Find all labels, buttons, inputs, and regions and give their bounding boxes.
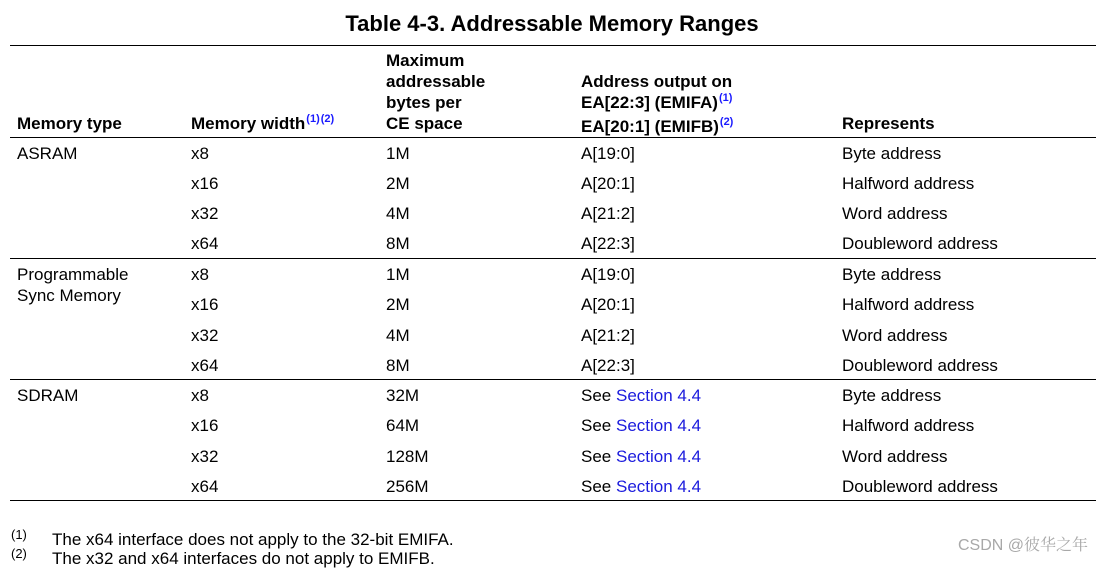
table-cell-width: x32 — [191, 204, 219, 223]
table-cell-width: x8 — [191, 386, 209, 405]
header-bottom-rule — [10, 137, 1096, 138]
header-address-output-line — [581, 92, 733, 116]
csdn-watermark: CSDN @彼华之年 — [957, 537, 1088, 554]
table-cell-width: x8 — [191, 265, 209, 284]
table-cell-address: A[22:3] — [581, 234, 635, 253]
table-cell-address: A[19:0] — [581, 265, 635, 284]
memory-type-cell: SDRAM — [17, 386, 79, 405]
table-cell-width: x32 — [191, 447, 219, 466]
table-cell-represents: Doubleword address — [842, 477, 998, 496]
table-cell-address — [581, 476, 701, 497]
table-cell-represents: Byte address — [842, 386, 942, 405]
footnote-ref-1-link[interactable]: (1) — [718, 92, 733, 104]
table-cell-bytes: 8M — [386, 234, 410, 253]
table-cell-bytes: 1M — [386, 265, 410, 284]
footnote-number: (2) — [11, 546, 27, 561]
section-4-4-link[interactable]: Section 4.4 — [615, 386, 702, 405]
table-cell-width: x32 — [191, 326, 219, 345]
table-cell-address: A[20:1] — [581, 295, 635, 314]
table-cell-bytes: 2M — [386, 174, 410, 193]
table-cell-represents: Halfword address — [842, 174, 975, 193]
table-cell-bytes: 4M — [386, 204, 410, 223]
table-cell-width: x8 — [191, 144, 209, 163]
group-divider — [10, 258, 1096, 259]
table-cell-address: A[21:2] — [581, 204, 635, 223]
table-cell-represents: Word address — [842, 204, 948, 223]
table-cell-bytes: 32M — [386, 386, 420, 405]
header-max-bytes — [386, 50, 485, 134]
header-address-emifb: EA[20:1] (EMIFB) — [581, 117, 719, 136]
table-top-rule — [10, 45, 1096, 46]
header-memory-width — [191, 113, 334, 137]
header-represents: Represents — [842, 114, 935, 133]
table-cell-bytes: 64M — [386, 416, 420, 435]
header-memory-type: Memory type — [17, 114, 122, 133]
section-4-4-link[interactable]: Section 4.4 — [615, 477, 702, 496]
memory-type-cell: Programmable — [17, 265, 129, 284]
table-cell-address: A[21:2] — [581, 326, 635, 345]
table-cell-address: A[20:1] — [581, 174, 635, 193]
table-cell-bytes: 2M — [386, 295, 410, 314]
table-cell-represents: Halfword address — [842, 295, 975, 314]
table-cell-width: x64 — [191, 234, 219, 253]
see-prefix: See — [581, 477, 616, 496]
table-cell-width: x16 — [191, 295, 219, 314]
section-4-4-link[interactable]: Section 4.4 — [615, 447, 702, 466]
footnote-ref-2-link[interactable]: (2) — [320, 113, 335, 125]
memory-type-cell: ASRAM — [17, 144, 78, 163]
table-cell-address — [581, 385, 701, 406]
header-max-bytes-line: Maximum — [386, 51, 465, 70]
header-max-bytes-line: addressable — [386, 72, 486, 91]
table-cell-width: x16 — [191, 416, 219, 435]
table-cell-represents: Word address — [842, 447, 948, 466]
table-cell-width: x64 — [191, 477, 219, 496]
table-cell-address: A[22:3] — [581, 356, 635, 375]
table-title: Table 4-3. Addressable Memory Ranges — [345, 11, 759, 36]
section-4-4-link[interactable]: Section 4.4 — [615, 416, 702, 435]
see-prefix: See — [581, 416, 616, 435]
table-cell-width: x64 — [191, 356, 219, 375]
group-divider — [10, 379, 1096, 380]
table-bottom-rule — [10, 500, 1096, 501]
footnote-ref-1-link[interactable]: (1) — [306, 113, 320, 125]
header-max-bytes-line: CE space — [386, 114, 463, 133]
see-prefix: See — [581, 447, 616, 466]
table-cell-address: A[19:0] — [581, 144, 635, 163]
footnote-text: The x64 interface does not apply to the 32-bit EMIFA. — [52, 530, 454, 549]
see-prefix: See — [581, 386, 616, 405]
header-address-output — [581, 71, 733, 140]
table-cell-represents: Word address — [842, 326, 948, 345]
table-cell-address — [581, 415, 701, 436]
table-cell-bytes: 256M — [386, 477, 429, 496]
table-cell-represents: Halfword address — [842, 416, 975, 435]
table-cell-address — [581, 446, 701, 467]
table-cell-represents: Byte address — [842, 265, 942, 284]
footnote-text: The x32 and x64 interfaces do not apply to EMIFB. — [52, 549, 435, 568]
table-cell-bytes: 128M — [386, 447, 429, 466]
memory-type-cell: Sync Memory — [17, 286, 121, 305]
header-address-output-line: Address output on — [581, 72, 733, 91]
table-cell-represents: Doubleword address — [842, 356, 998, 375]
footnote-ref-2-link[interactable]: (2) — [719, 116, 734, 128]
table-cell-bytes: 4M — [386, 326, 410, 345]
header-address-emifa: EA[22:3] (EMIFA) — [581, 93, 718, 112]
header-max-bytes-line: bytes per — [386, 93, 462, 112]
table-cell-bytes: 1M — [386, 144, 410, 163]
table-cell-represents: Byte address — [842, 144, 942, 163]
table-cell-represents: Doubleword address — [842, 234, 998, 253]
footnote-number: (1) — [11, 527, 27, 542]
table-cell-width: x16 — [191, 174, 219, 193]
header-memory-width-label: Memory width — [191, 114, 306, 133]
table-cell-bytes: 8M — [386, 356, 410, 375]
